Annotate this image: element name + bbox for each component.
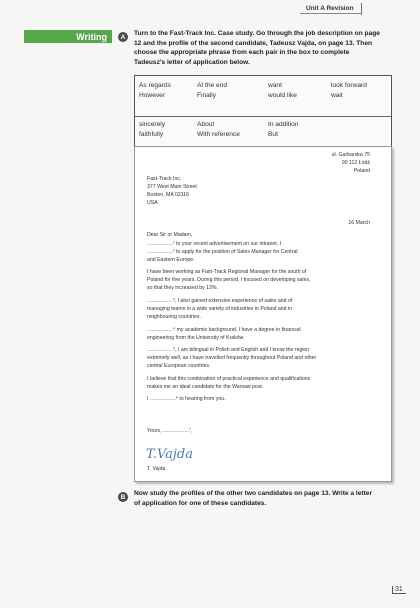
task-a-badge: A <box>118 32 128 42</box>
letter-paragraph: I ..................⁶ to hearing from you. <box>147 396 226 402</box>
letter-paragraph: ..................³, I also gained extensive experience of sales and of managing teams in a wide variety of industries in Poland and in neighbouring countries. <box>147 298 293 320</box>
handwritten-signature: T.Vajda <box>146 447 193 462</box>
letter-paragraph: ..................¹ to your recent advertisement on our intranet, I ..................² to apply for the position of Sales Manager for Central and Eastern Europe. <box>147 241 298 263</box>
page-number: 31 <box>392 586 406 594</box>
phrase-option: faithfully <box>139 131 164 138</box>
phrase-option: With reference <box>197 131 240 138</box>
phrase-option: However <box>139 92 166 99</box>
sender-address: ul. Garbarska 75 90 112 Łódź Poland <box>331 152 370 174</box>
phrase-option: sincerely <box>139 121 166 128</box>
phrase-option: Finally <box>197 92 217 99</box>
letter-paragraph: I believe that this combination of practical experience and qualifications makes me an ideal candidate for the Warsaw post. <box>147 376 311 390</box>
section-tab-writing: Writing <box>24 30 112 43</box>
phrase-option: look forward <box>331 82 367 89</box>
letter-greeting: Dear Sir or Madam, <box>147 232 193 238</box>
letter-paragraph: ..................⁴ my academic background, I have a degree in financial engineering from the University of Kraków. <box>147 327 301 341</box>
task-b-badge: B <box>118 492 128 502</box>
signed-name: T. Vajda <box>147 466 166 472</box>
unit-header: Unit A Revision <box>300 5 362 14</box>
task-a-instructions: Turn to the Fast-Track Inc. Case study. Go through the job description on page 12 and the profile of the second candidate, Tadeusz Vajda, on page 13. Then choose the appropriate phrase from each pair in the box to complete Tadeusz's letter of application below. <box>134 30 380 66</box>
phrase-option: would like <box>268 92 297 99</box>
phrase-option: As regards <box>139 82 171 89</box>
letter-date: 16 March <box>348 220 370 226</box>
letter-paragraph: ..................⁵, I am bilingual in Polish and English and I know the region extremely well, as I have travelled frequently throughout Poland and other central European countries. <box>147 347 317 369</box>
task-b-instructions: Now study the profiles of the other two candidates on page 13. Write a letter of application for one of these candidates. <box>134 490 373 507</box>
phrase-option: want <box>268 82 282 89</box>
recipient-address: Fast-Track Inc. 377 West Main Street Boston, MA 02116 USA <box>147 176 197 206</box>
phrase-option: In addition <box>268 121 299 128</box>
phrase-option: About <box>197 121 215 128</box>
phrase-option: At the end <box>197 82 228 89</box>
phrase-option: wait <box>331 92 343 99</box>
letter-closing: Yours, ..................⁷, <box>147 428 193 434</box>
letter-paragraph: I have been working as Fast-Track Regional Manager for the south of Poland for five years. During this period, I focused on developing sales, so that they increased by 12%. <box>147 269 311 291</box>
phrase-option: But <box>268 131 278 138</box>
